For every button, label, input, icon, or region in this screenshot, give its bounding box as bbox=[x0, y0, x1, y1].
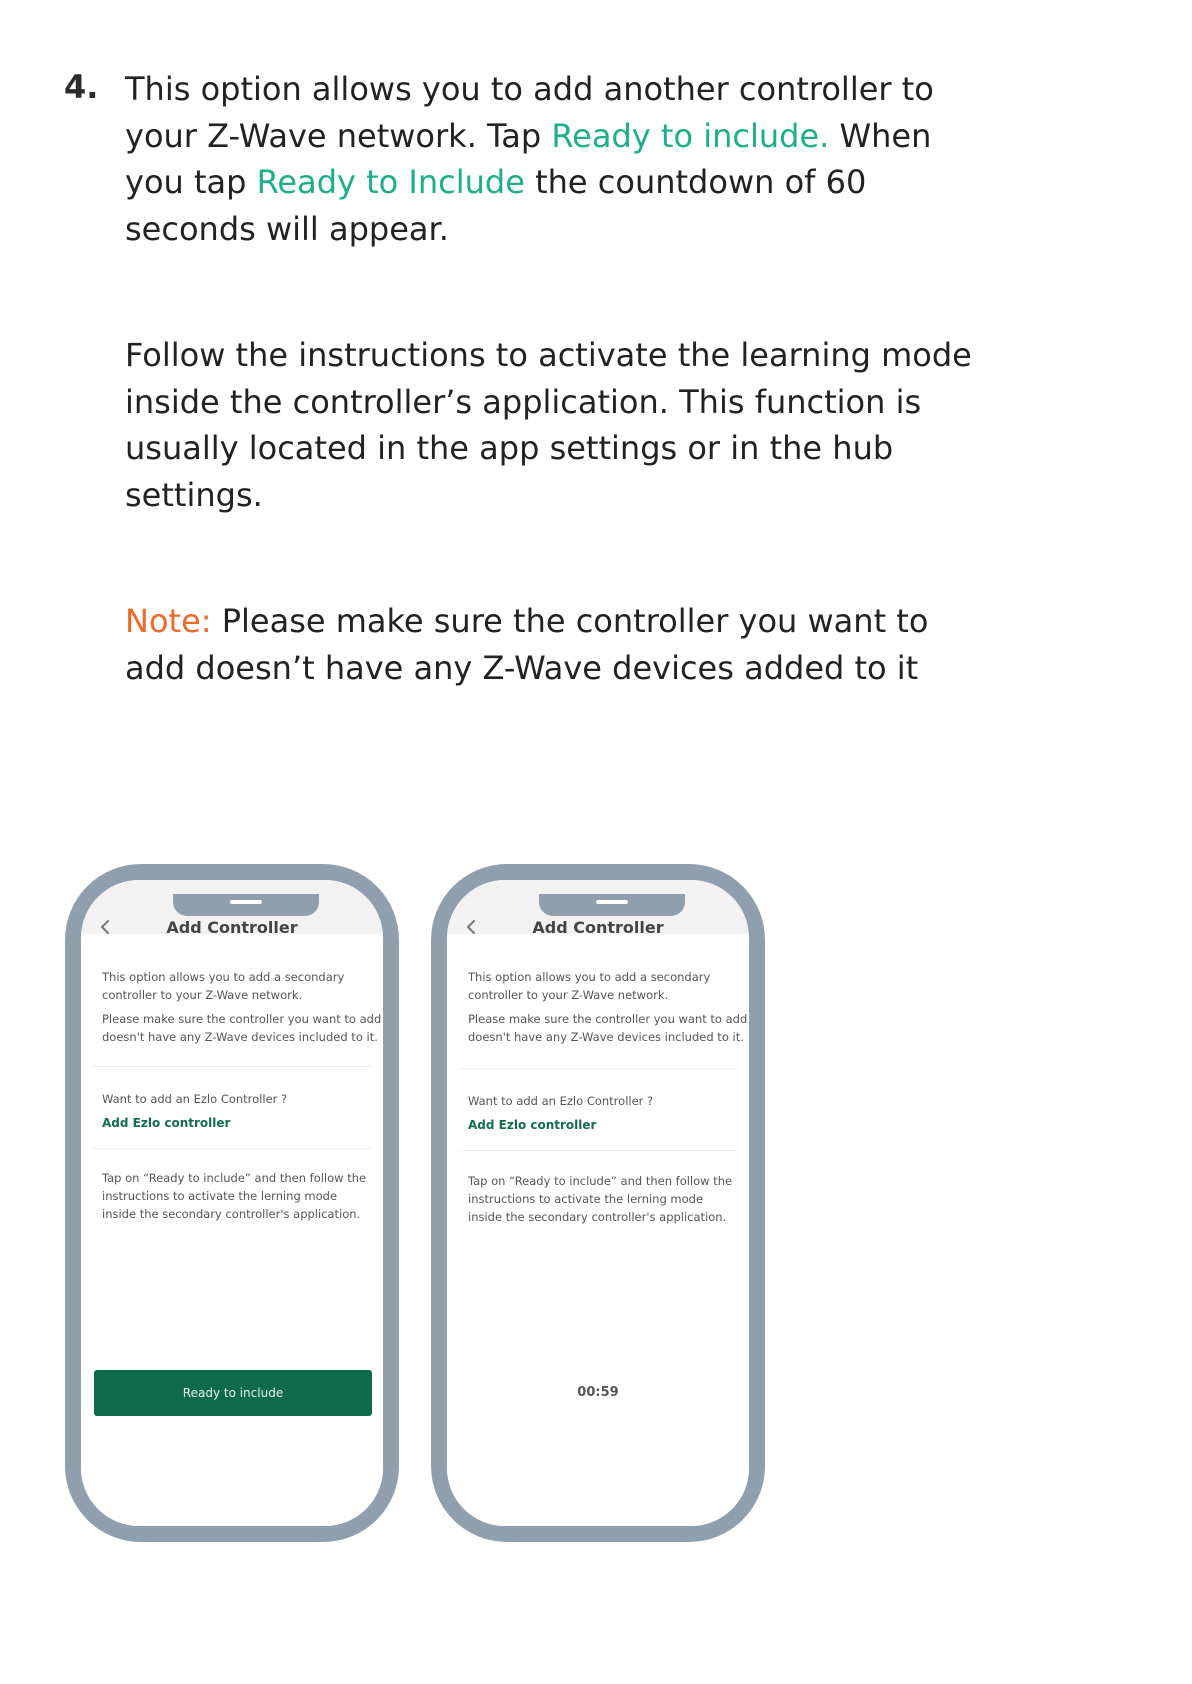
divider bbox=[93, 1148, 371, 1149]
countdown-timer: 00:59 bbox=[577, 1385, 619, 1400]
screen-description: This option allows you to add a secondary controller to your Z-Wave network. bbox=[468, 970, 711, 1002]
screen-warning: Please make sure the controller you want to add doesn't have any Z-Wave devices included to it. bbox=[468, 1012, 748, 1044]
tap-instructions: Tap on “Ready to include” and then follow the instructions to activate the lerning mode inside the secondary controller's application. bbox=[468, 1174, 733, 1224]
divider bbox=[93, 1066, 371, 1067]
tap-instructions: Tap on “Ready to include” and then follow the instructions to activate the lerning mode inside the secondary controller's application. bbox=[102, 1171, 367, 1221]
ezlo-question: Want to add an Ezlo Controller ? bbox=[468, 1094, 654, 1108]
screen-warning: Please make sure the controller you want to add doesn't have any Z-Wave devices included to it. bbox=[102, 1012, 382, 1044]
screen-title: Add Controller bbox=[166, 918, 298, 937]
phone-mockup-left bbox=[65, 864, 399, 1542]
phone-notch bbox=[539, 894, 685, 916]
phone-speaker bbox=[596, 900, 628, 904]
add-ezlo-controller-link[interactable]: Add Ezlo controller bbox=[102, 1116, 231, 1130]
screen-description: This option allows you to add a secondary controller to your Z-Wave network. bbox=[102, 970, 345, 1002]
screen-title: Add Controller bbox=[532, 918, 664, 937]
phone-notch bbox=[173, 894, 319, 916]
note-label: Note: bbox=[125, 602, 212, 640]
step-text-3: the countdown of 60 seconds will appear. bbox=[125, 163, 867, 248]
phone-screen-right bbox=[447, 880, 749, 1526]
step-text-1: This option allows you to add another controller to your Z-Wave network. Tap bbox=[125, 70, 934, 155]
note-text: Please make sure the controller you want to add doesn’t have any Z-Wave devices added to it bbox=[125, 602, 929, 687]
step-number: 4. bbox=[64, 68, 99, 106]
phone-speaker bbox=[230, 900, 262, 904]
step-text-2: When you tap bbox=[125, 116, 932, 201]
instructions-paragraph: Follow the instructions to activate the learning mode inside the controller’s application. This function is usually located in the app settings or in the hub settings. bbox=[125, 336, 972, 514]
divider bbox=[459, 1068, 737, 1069]
phone-mockup-right bbox=[431, 864, 765, 1542]
ezlo-question: Want to add an Ezlo Controller ? bbox=[102, 1092, 288, 1106]
add-ezlo-controller-link[interactable]: Add Ezlo controller bbox=[468, 1118, 597, 1132]
ready-to-include-link-2: Ready to Include bbox=[256, 163, 525, 201]
divider bbox=[459, 1150, 737, 1151]
ready-to-include-link-1: Ready to include. bbox=[551, 116, 830, 155]
ready-to-include-button[interactable]: Ready to include bbox=[94, 1370, 372, 1416]
note-paragraph bbox=[125, 598, 985, 691]
step-description bbox=[125, 66, 985, 252]
phone-screen-left bbox=[81, 880, 383, 1526]
